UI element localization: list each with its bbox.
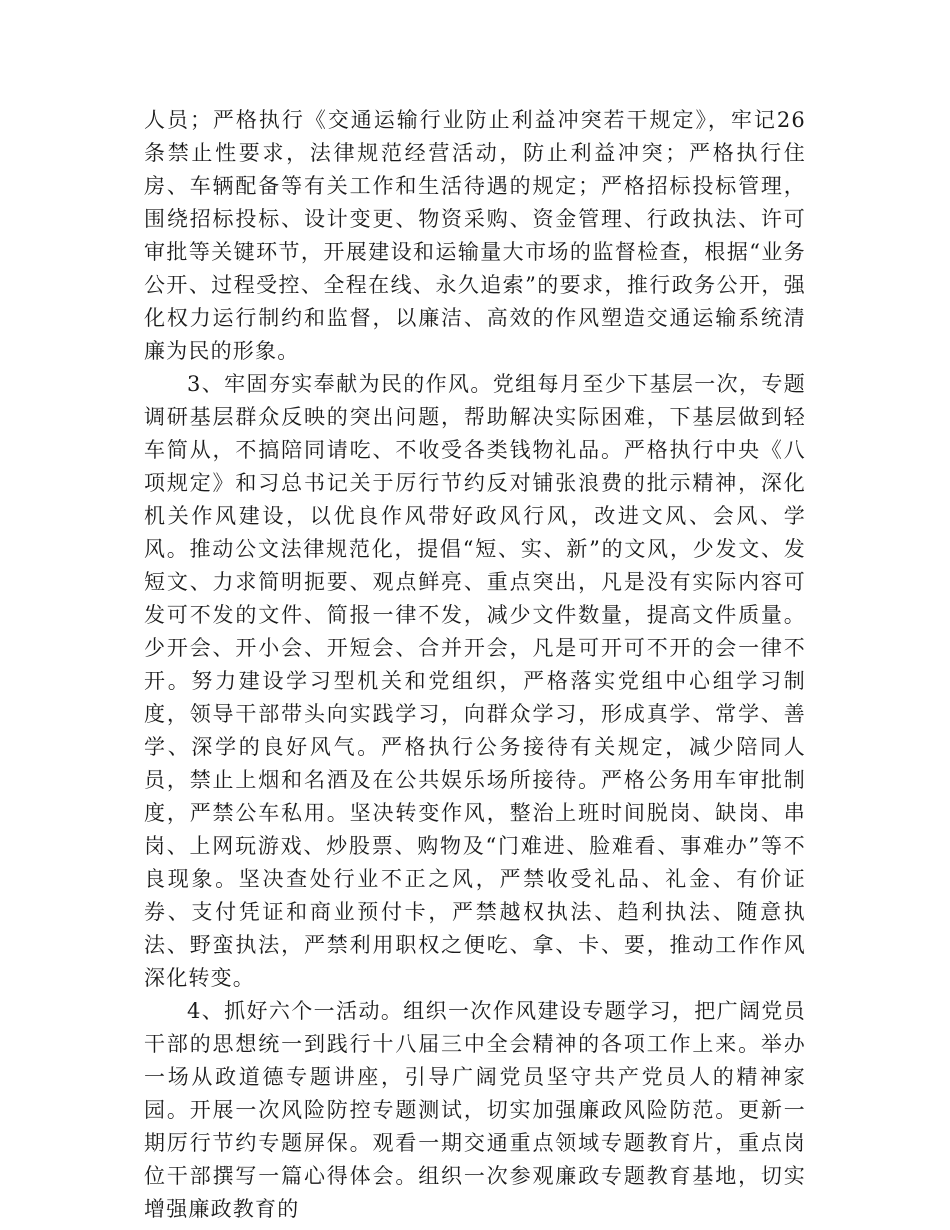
paragraph-continuation: 人员；严格执行《交通运输行业防止利益冲突若干规定》，牢记26条禁止性要求，法律规范经营活动，防止利益冲突；严格执行住房、车辆配备等有关工作和生活待遇的规定；严格招标投标管理，围绕招标投标、设计变更、物资采购、资金管理、行政执法、许可审批等关键环节，开展建设和运输量大市场的监督检查，根据“业务公开、过程受控、全程在线、永久追索”的要求，推行政务公开，强化权力运行制约和监督，以廉洁、高效的作风塑造交通运输系统清廉为民的形象。	[144, 108, 806, 363]
document-page	[144, 104, 806, 1226]
paragraph-item-4: 4、抓好六个一活动。组织一次作风建设专题学习，把广阔党员干部的思想统一到践行十八届三中全会精神的各项工作上来。举办一场从政道德专题讲座，引导广阔党员坚守共产党员人的精神家园。开展一次风险防控专题测试，切实加强廉政风险防范。更新一期厉行节约专题屏保。观看一期交通重点领域专题教育片，重点岗位干部撰写一篇心得体会。组织一次参观廉政专题教育基地，切实增强廉政教育的	[144, 999, 806, 1221]
paragraph-item-3: 3、牢固夯实奉献为民的作风。党组每月至少下基层一次，专题调研基层群众反映的突出问题，帮助解决实际困难，下基层做到轻车简从，不搞陪同请吃、不收受各类钱物礼品。严格执行中央《八项规定》和习总书记关于厉行节约反对铺张浪费的批示精神，深化机关作风建设，以优良作风带好政风行风，改进文风、会风、学风。推动公文法律规范化，提倡“短、实、新”的文风，少发文、发短文、力求简明扼要、观点鲜亮、重点突出，凡是没有实际内容可发可不发的文件、简报一律不发，减少文件数量，提高文件质量。少开会、开小会、开短会、合并开会，凡是可开可不开的会一律不开。努力建设学习型机关和党组织，严格落实党组中心组学习制度，领导干部带头向实践学习，向群众学习，形成真学、常学、善学、深学的良好风气。严格执行公务接待有关规定，减少陪同人员，禁止上烟和名酒及在公共娱乐场所接待。严格公务用车审批制度，严禁公车私用。坚决转变作风，整治上班时间脱岗、缺岗、串岗、上网玩游戏、炒股票、购物及“门难进、脸难看、事难办”等不良现象。坚决查处行业不正之风，严禁收受礼品、礼金、有价证券、支付凭证和商业预付卡，严禁越权执法、趋利执法、随意执法、野蛮执法，严禁利用职权之便吃、拿、卡、要，推动工作作风深化转变。	[144, 372, 806, 990]
